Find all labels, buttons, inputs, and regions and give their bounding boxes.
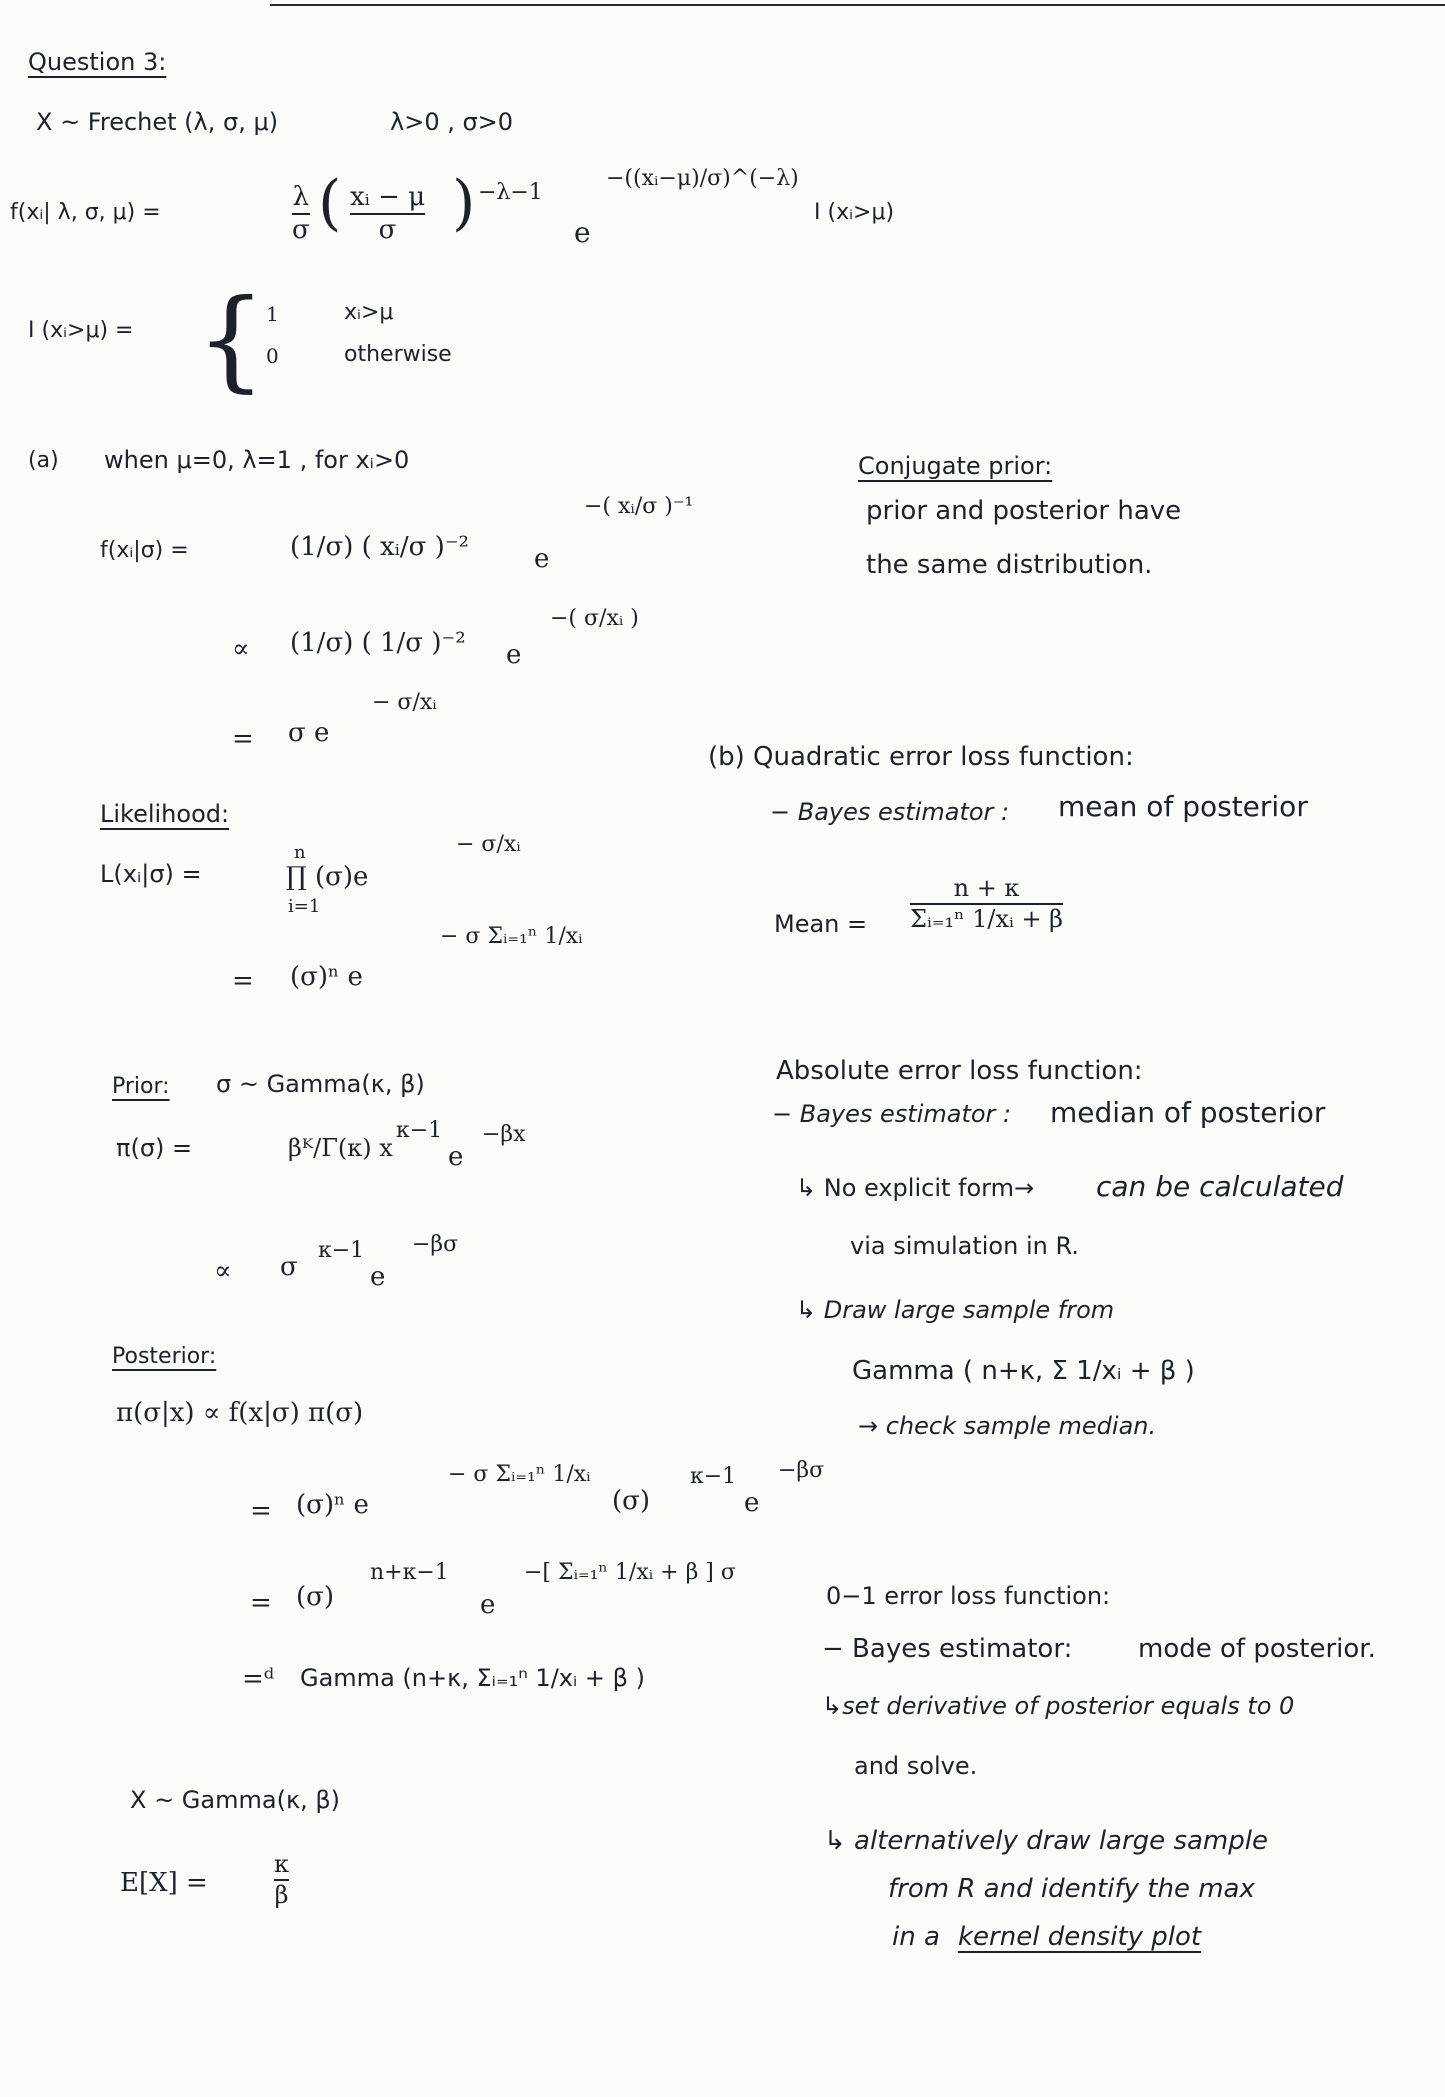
pdf-lambda-over-sigma — [292, 184, 310, 245]
equals-in-distribution: =ᵈ — [242, 1664, 275, 1694]
posterior-step1-tail: (σ) — [612, 1486, 651, 1516]
absolute-note-2: via simulation in R. — [850, 1232, 1079, 1260]
part-a-condition: when μ=0, λ=1 , for xᵢ>0 — [104, 446, 410, 474]
posterior-step1-tail-exponent: κ−1 — [690, 1464, 737, 1489]
pdf-ratio-num: xᵢ − μ — [350, 182, 426, 212]
expectation-lhs: E[X] = — [120, 1868, 208, 1898]
indicator-condition-true: xᵢ>μ — [344, 300, 394, 325]
conjugate-text-2: the same distribution. — [866, 550, 1153, 580]
posterior-step1-e: e — [744, 1488, 760, 1518]
pdf-a-body: (1/σ) ( xᵢ/σ )⁻² — [290, 532, 469, 562]
prior-density: βᴷ/Γ(κ) x — [288, 1134, 393, 1162]
pdf-lambda: λ — [292, 182, 310, 212]
expectation-den: β — [274, 1881, 289, 1910]
pdf-ratio — [350, 184, 425, 245]
pdf-indicator: I (xᵢ>μ) — [814, 200, 895, 225]
posterior-mode-label: mode of posterior. — [1138, 1634, 1376, 1664]
likelihood-product-upper: n — [294, 842, 306, 863]
bayes-estimator-quadratic: − Bayes estimator : — [770, 798, 1010, 826]
absolute-loss-heading: Absolute error loss function: — [776, 1056, 1143, 1086]
posterior-step1-e-exponent: −βσ — [778, 1458, 825, 1483]
posterior-step2-exponent: n+κ−1 — [370, 1560, 449, 1585]
absolute-note-1: ↳ No explicit form→ — [796, 1174, 1035, 1202]
prior-power: κ−1 — [396, 1118, 443, 1143]
prior-e-exponent: −βx — [482, 1122, 526, 1147]
posterior-step2-e-exponent: −[ Σᵢ₌₁ⁿ 1/xᵢ + β ] σ — [524, 1560, 736, 1585]
pdf-a-simplified: σ e — [288, 718, 330, 748]
likelihood-product: ∏ (σ)e — [286, 862, 369, 892]
posterior-heading: Posterior: — [112, 1344, 217, 1369]
expectation-num: κ — [274, 1850, 289, 1878]
prior-kernel-sigma: σ — [280, 1252, 298, 1282]
zero-one-note-1: ↳set derivative of posterior equals to 0 — [822, 1692, 1295, 1720]
mean-lhs: Mean = — [774, 910, 868, 938]
equals-sign: = — [232, 966, 254, 996]
posterior-step2: (σ) — [296, 1582, 335, 1612]
pdf-lhs: f(xᵢ| λ, σ, μ) = — [10, 200, 161, 225]
prior-lhs: π(σ) = — [116, 1134, 193, 1162]
absolute-note-4: Gamma ( n+κ, Σ 1/xᵢ + β ) — [852, 1356, 1195, 1386]
likelihood-lhs: L(xᵢ|σ) = — [100, 860, 202, 888]
zero-one-loss-heading: 0−1 error loss function: — [826, 1582, 1111, 1610]
pdf-a-lhs: f(xᵢ|σ) = — [100, 538, 189, 563]
paren-open: ( — [318, 168, 342, 238]
pdf-a-e: e — [534, 544, 550, 574]
mean-numerator: n + κ — [953, 874, 1020, 902]
indicator-brace: { — [196, 275, 266, 403]
posterior-proportional: π(σ|x) ∝ f(x|σ) π(σ) — [116, 1398, 364, 1428]
posterior-median-label: median of posterior — [1050, 1096, 1326, 1129]
posterior-mean-label: mean of posterior — [1058, 790, 1308, 823]
part-a-label: (a) — [28, 448, 59, 473]
pdf-a-prop-e: e — [506, 640, 522, 670]
paren-close: ) — [452, 168, 476, 238]
conjugate-heading: Conjugate prior: — [858, 452, 1053, 480]
likelihood-product-lower: i=1 — [288, 896, 321, 917]
bayes-estimator-zero-one: − Bayes estimator: — [822, 1634, 1073, 1664]
question-title: Question 3: — [28, 48, 167, 76]
pdf-a-prop-exponent: −( σ/xᵢ ) — [550, 606, 639, 631]
absolute-note-1b: can be calculated — [1096, 1170, 1344, 1203]
zero-one-note-2: and solve. — [854, 1752, 978, 1780]
prior-distribution: σ ~ Gamma(κ, β) — [216, 1070, 425, 1098]
pdf-a-prop-body: (1/σ) ( 1/σ )⁻² — [290, 628, 466, 658]
prior-kernel-power: κ−1 — [318, 1238, 365, 1263]
proportional-sign: ∝ — [232, 634, 250, 664]
posterior-gamma: Gamma (n+κ, Σᵢ₌₁ⁿ 1/xᵢ + β ) — [300, 1664, 645, 1692]
prior-e: e — [448, 1142, 464, 1172]
prior-kernel-exponent: −βσ — [412, 1232, 459, 1257]
mean-denominator: Σᵢ₌₁ⁿ 1/xᵢ + β — [910, 905, 1064, 934]
gamma-fact: X ~ Gamma(κ, β) — [130, 1786, 341, 1814]
zero-one-note-4: from R and identify the max — [888, 1874, 1255, 1904]
pdf-ratio-den: σ — [378, 215, 397, 246]
posterior-step1: (σ)ⁿ e — [296, 1490, 369, 1520]
absolute-note-3: ↳ Draw large sample from — [796, 1296, 1115, 1324]
likelihood-simplified-exponent: − σ Σᵢ₌₁ⁿ 1/xᵢ — [440, 924, 583, 949]
pdf-e: e — [574, 216, 591, 249]
proportional-sign: ∝ — [214, 1256, 232, 1286]
conjugate-text-1: prior and posterior have — [866, 496, 1182, 526]
prior-kernel-e: e — [370, 1262, 386, 1292]
pdf-sigma: σ — [292, 215, 310, 246]
posterior-step1-exponent: − σ Σᵢ₌₁ⁿ 1/xᵢ — [448, 1462, 591, 1487]
pdf-exponent: −λ−1 — [478, 180, 543, 205]
zero-one-note-5: in a — [892, 1922, 940, 1952]
bayes-estimator-absolute: − Bayes estimator : — [772, 1100, 1012, 1128]
likelihood-heading: Likelihood: — [100, 800, 230, 828]
kernel-density-plot: kernel density plot — [958, 1922, 1202, 1952]
parameter-constraint: λ>0 , σ>0 — [390, 108, 514, 136]
zero-one-note-3: ↳ alternatively draw large sample — [824, 1826, 1268, 1856]
indicator-lhs: I (xᵢ>μ) = — [28, 318, 134, 343]
equals-sign: = — [250, 1588, 272, 1618]
pdf-e-exponent: −((xᵢ−μ)/σ)^(−λ) — [606, 166, 799, 191]
indicator-zero: 0 — [266, 344, 279, 368]
likelihood-exponent: − σ/xᵢ — [456, 832, 521, 857]
absolute-note-5: → check sample median. — [858, 1412, 1157, 1440]
posterior-step2-e: e — [480, 1590, 496, 1620]
equals-sign: = — [232, 724, 254, 754]
part-b-heading: (b) Quadratic error loss function: — [708, 742, 1134, 772]
model-statement: X ~ Frechet (λ, σ, μ) — [36, 108, 279, 136]
prior-heading: Prior: — [112, 1074, 170, 1099]
pdf-a-simplified-exponent: − σ/xᵢ — [372, 690, 437, 715]
likelihood-simplified: (σ)ⁿ e — [290, 962, 363, 992]
equals-sign: = — [250, 1496, 272, 1526]
expectation-fraction — [274, 1852, 289, 1908]
indicator-condition-false: otherwise — [344, 342, 452, 367]
page-top-rule — [270, 4, 1445, 6]
pdf-a-e-exponent: −( xᵢ/σ )⁻¹ — [584, 494, 694, 519]
indicator-one: 1 — [266, 302, 279, 326]
mean-fraction — [910, 876, 1063, 932]
